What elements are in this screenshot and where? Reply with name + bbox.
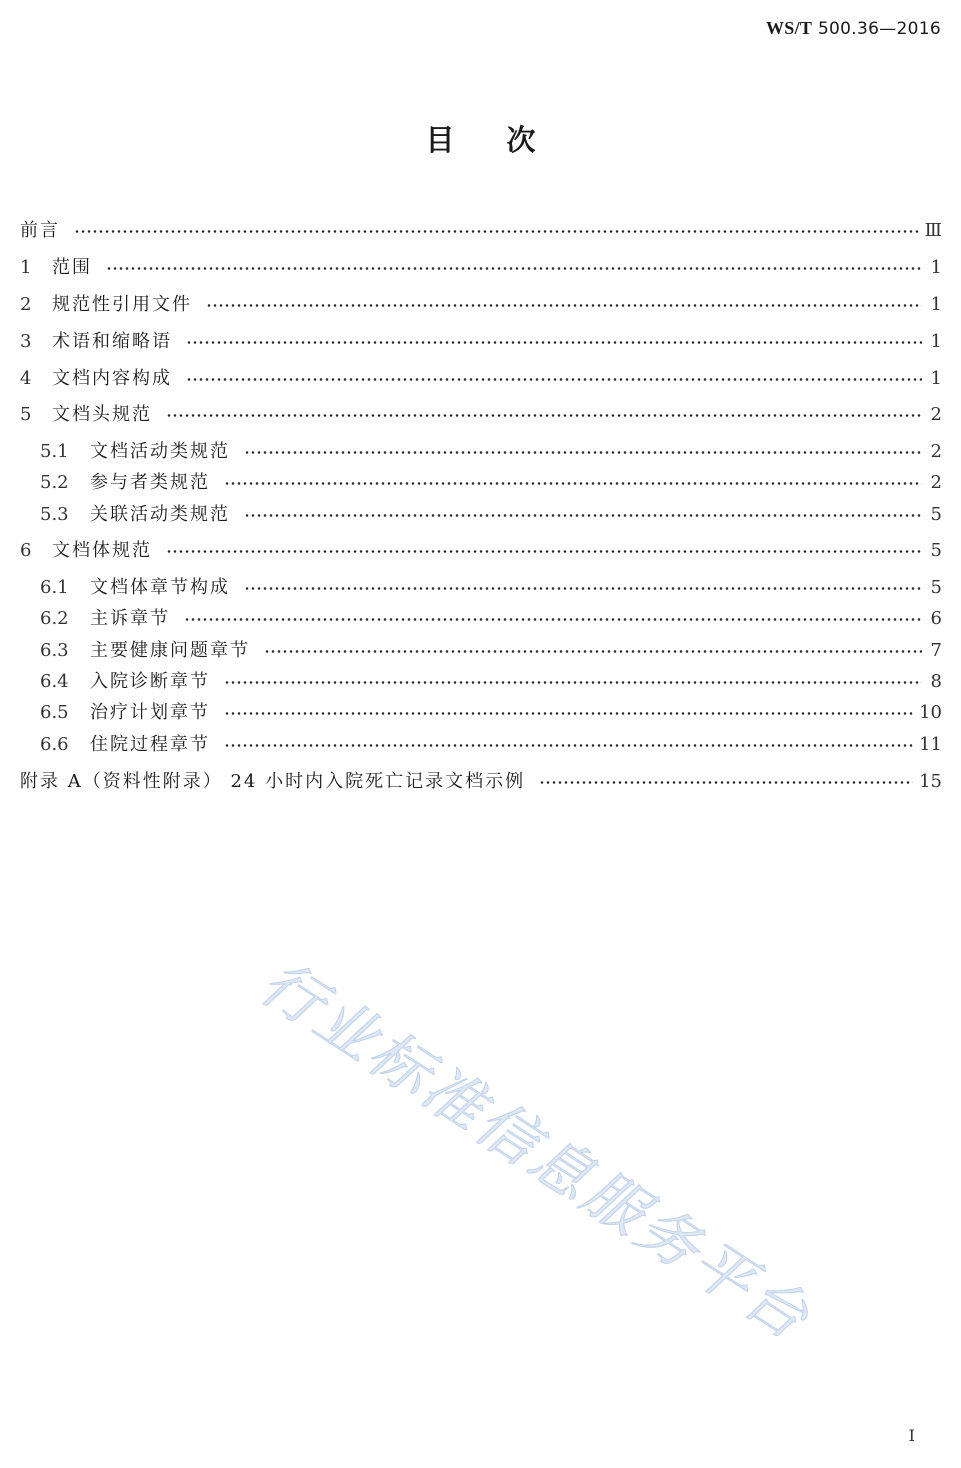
toc-entry-number: 5.2 (40, 472, 69, 493)
watermark: 行业标准信息服务平台 (248, 947, 824, 1356)
toc-entry-title: 前言 (20, 220, 60, 241)
standard-prefix: WS/T (766, 18, 813, 38)
toc-entry[interactable] (40, 573, 942, 603)
toc-leader-dots (244, 451, 922, 454)
toc-leader-dots (244, 514, 922, 517)
standard-number: 500.36—2016 (817, 19, 941, 39)
toc-entry-title: 主要健康问题章节 (90, 640, 250, 661)
toc-entry-page: 6 (930, 608, 942, 629)
standard-code (766, 18, 941, 39)
toc-leader-dots (224, 744, 913, 747)
toc-leader-dots (186, 341, 922, 344)
toc-leader-dots (264, 650, 922, 653)
toc-entry-number: 5.1 (40, 441, 69, 462)
toc-entry[interactable] (20, 327, 942, 357)
toc-entry-page: 1 (930, 331, 942, 352)
toc-leader-dots (74, 230, 919, 233)
toc-entry-title: 范围 (52, 257, 92, 278)
toc-entry[interactable] (40, 500, 942, 530)
toc-leader-dots (224, 482, 922, 485)
toc-entry-number: 6.1 (40, 577, 69, 598)
toc-entry[interactable] (20, 290, 942, 320)
toc-entry[interactable] (20, 400, 942, 430)
toc-leader-dots (184, 618, 922, 621)
toc-entry-page: 5 (930, 540, 942, 561)
toc-entry-page: 5 (930, 504, 942, 525)
toc-entry-page: 1 (930, 368, 942, 389)
toc-entry-page: 2 (930, 472, 942, 493)
toc-entry[interactable] (40, 698, 942, 728)
toc-entry-number: 6.6 (40, 734, 69, 755)
toc-entry-page: 11 (919, 734, 942, 755)
toc-leader-dots (244, 587, 922, 590)
toc-entry-number: 2 (20, 294, 32, 315)
toc-entry-title: 附录 A（资料性附录） 24 小时内入院死亡记录文档示例 (20, 771, 526, 792)
toc-entry-title: 治疗计划章节 (90, 702, 210, 723)
toc-entry[interactable] (40, 604, 942, 634)
toc-entry[interactable] (40, 437, 942, 467)
toc-entry-page: 5 (930, 577, 942, 598)
toc-entry[interactable] (20, 536, 942, 566)
toc-leader-dots (186, 378, 922, 381)
toc-entry-page: 15 (919, 771, 942, 792)
toc-leader-dots (106, 267, 922, 270)
toc-entry-number: 5 (20, 404, 32, 425)
toc-leader-dots (206, 304, 922, 307)
toc-entry-title: 文档体章节构成 (90, 577, 230, 598)
toc-entry-page: Ⅲ (924, 220, 942, 241)
toc-entry-title: 文档内容构成 (52, 368, 172, 389)
toc-entry-title: 文档体规范 (52, 540, 152, 561)
toc-entry[interactable] (20, 253, 942, 283)
toc-leader-dots (166, 550, 922, 553)
toc-entry-number: 6.3 (40, 640, 69, 661)
toc-entry-page: 2 (930, 404, 942, 425)
toc-entry-page: 8 (930, 671, 942, 692)
toc-entry-number: 3 (20, 331, 32, 352)
toc-entry-title: 主诉章节 (90, 608, 170, 629)
toc-entry-title: 文档头规范 (52, 404, 152, 425)
toc-entry[interactable] (40, 468, 942, 498)
toc-leader-dots (224, 681, 922, 684)
toc-entry-title: 文档活动类规范 (90, 441, 230, 462)
toc-entry-title: 规范性引用文件 (52, 294, 192, 315)
toc-entry-title: 术语和缩略语 (52, 331, 172, 352)
toc-leader-dots (539, 781, 913, 784)
toc-entry-page: 10 (919, 702, 942, 723)
toc-entry-title: 参与者类规范 (90, 472, 210, 493)
toc-entry[interactable] (20, 364, 942, 394)
toc-entry-number: 4 (20, 368, 32, 389)
toc-entry-page: 1 (930, 294, 942, 315)
toc-entry-number: 6 (20, 540, 32, 561)
toc-entry-number: 1 (20, 257, 32, 278)
toc-entry-title: 关联活动类规范 (90, 504, 230, 525)
toc-entry-number: 6.5 (40, 702, 69, 723)
toc-entry-page: 2 (930, 441, 942, 462)
toc-leader-dots (224, 712, 913, 715)
toc-entry-title: 入院诊断章节 (90, 671, 210, 692)
page-number: Ⅰ (908, 1426, 915, 1445)
page-title: 目次 (425, 123, 588, 157)
toc-entry-number: 6.4 (40, 671, 69, 692)
toc-entry[interactable] (20, 767, 942, 797)
toc-entry[interactable] (40, 667, 942, 697)
toc-entry-page: 7 (930, 640, 942, 661)
toc-entry-page: 1 (930, 257, 942, 278)
toc-entry-title: 住院过程章节 (90, 734, 210, 755)
toc-entry[interactable] (40, 636, 942, 666)
toc-entry-number: 6.2 (40, 608, 69, 629)
toc-entry[interactable] (40, 730, 942, 760)
toc-entry-number: 5.3 (40, 504, 69, 525)
toc-entry[interactable] (20, 216, 942, 246)
toc-leader-dots (166, 414, 922, 417)
